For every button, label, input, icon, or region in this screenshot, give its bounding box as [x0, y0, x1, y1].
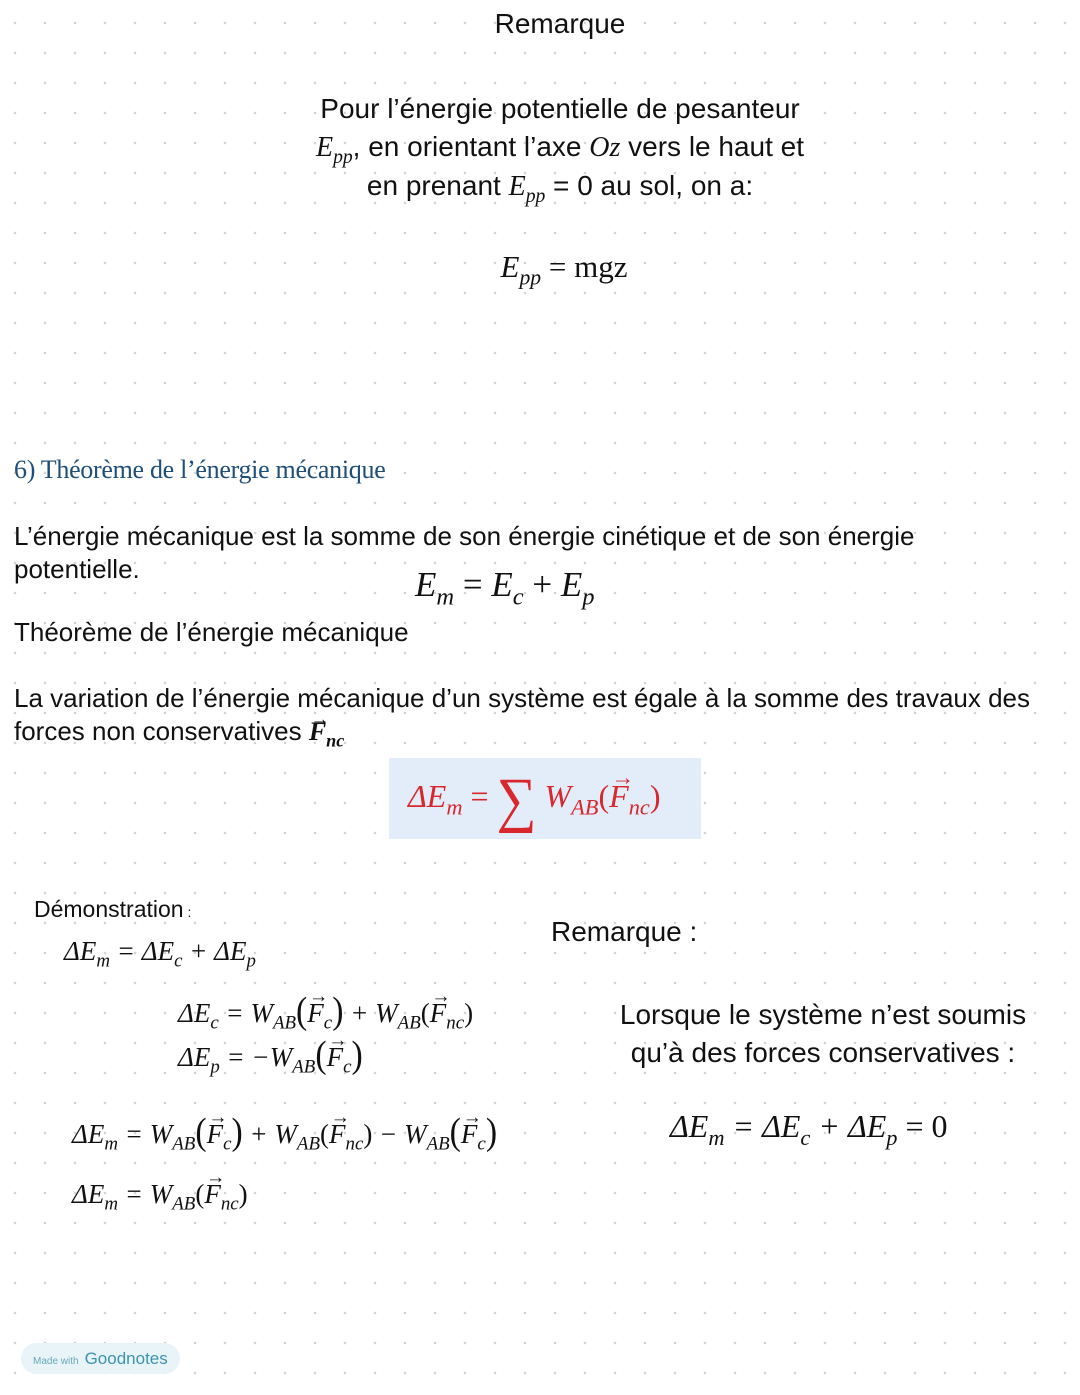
- theorem-statement: La variation de l’énergie mécanique d’un système est égale à la somme des travaux des forces non conservatives → $F_{nc}$: [14, 682, 1054, 748]
- sum-symbol: ∑: [496, 765, 537, 835]
- theorem-formula: $\Delta E_m$ = ∑ $W_{AB}(\to F_{nc})$: [408, 768, 660, 832]
- demo-equation-2: $\Delta E_c = W_{AB}(\to F_c) + W_{AB}(\to F_{nc})$: [178, 993, 473, 1031]
- force-nc-handwritten: → $F_{nc}$: [309, 717, 345, 746]
- demo-equation-1: $\Delta E_m = \Delta E_c + \Delta E_p$: [64, 936, 256, 972]
- section-heading: 6) Théorème de l’énergie mécanique: [14, 455, 386, 484]
- epp-note-line1: Pour l’énergie potentielle de pesanteur: [320, 93, 800, 124]
- axis-oz: Oz: [589, 132, 621, 163]
- mechanical-energy-definition: L’énergie mécanique est la somme de son énergie cinétique et de son énergie potentielle.: [14, 521, 915, 584]
- epp-note-line2: $E_{pp}$, en orientant l’axe Oz vers le haut et: [315, 131, 805, 168]
- goodnotes-badge[interactable]: [21, 1343, 180, 1374]
- side-remarque-text: Lorsque le système n’est soumis qu’à des forces conservatives :: [619, 999, 1027, 1068]
- epp-symbol: $E_{pp}$: [508, 171, 546, 207]
- demo-equation-4: $\Delta E_m = W_{AB}(\to F_c) + W_{AB}(\to F_{nc}) - W_{AB}(\to F_c)$: [72, 1114, 497, 1152]
- epp-formula: $E_{pp}$ = mgz: [500, 249, 628, 290]
- badge-brand: Goodnotes: [84, 1349, 168, 1368]
- badge-made-with: Made with: [33, 1356, 79, 1367]
- demonstration-label: Démonstration :: [34, 896, 192, 922]
- epp-symbol: $E_{pp}$: [315, 132, 353, 168]
- remarque-title: Remarque: [494, 8, 626, 39]
- epp-note: [0, 90, 1080, 206]
- mechanical-energy-formula: $E_m = E_c + E_p$: [415, 565, 595, 611]
- epp-note-line3: en prenant $E_{pp} = 0$ au sol, on a:: [366, 170, 754, 207]
- demo-equation-3: $\Delta E_p = -W_{AB}(\to F_c)$: [178, 1037, 363, 1075]
- side-remarque-title: Remarque :: [551, 916, 698, 947]
- conservative-formula: $\Delta E_m = \Delta E_c + \Delta E_p = 0$: [670, 1108, 948, 1150]
- theorem-title: Théorème de l’énergie mécanique: [14, 617, 409, 647]
- demo-equation-5: $\Delta E_m = W_{AB}(\to F_{nc})$: [72, 1179, 248, 1210]
